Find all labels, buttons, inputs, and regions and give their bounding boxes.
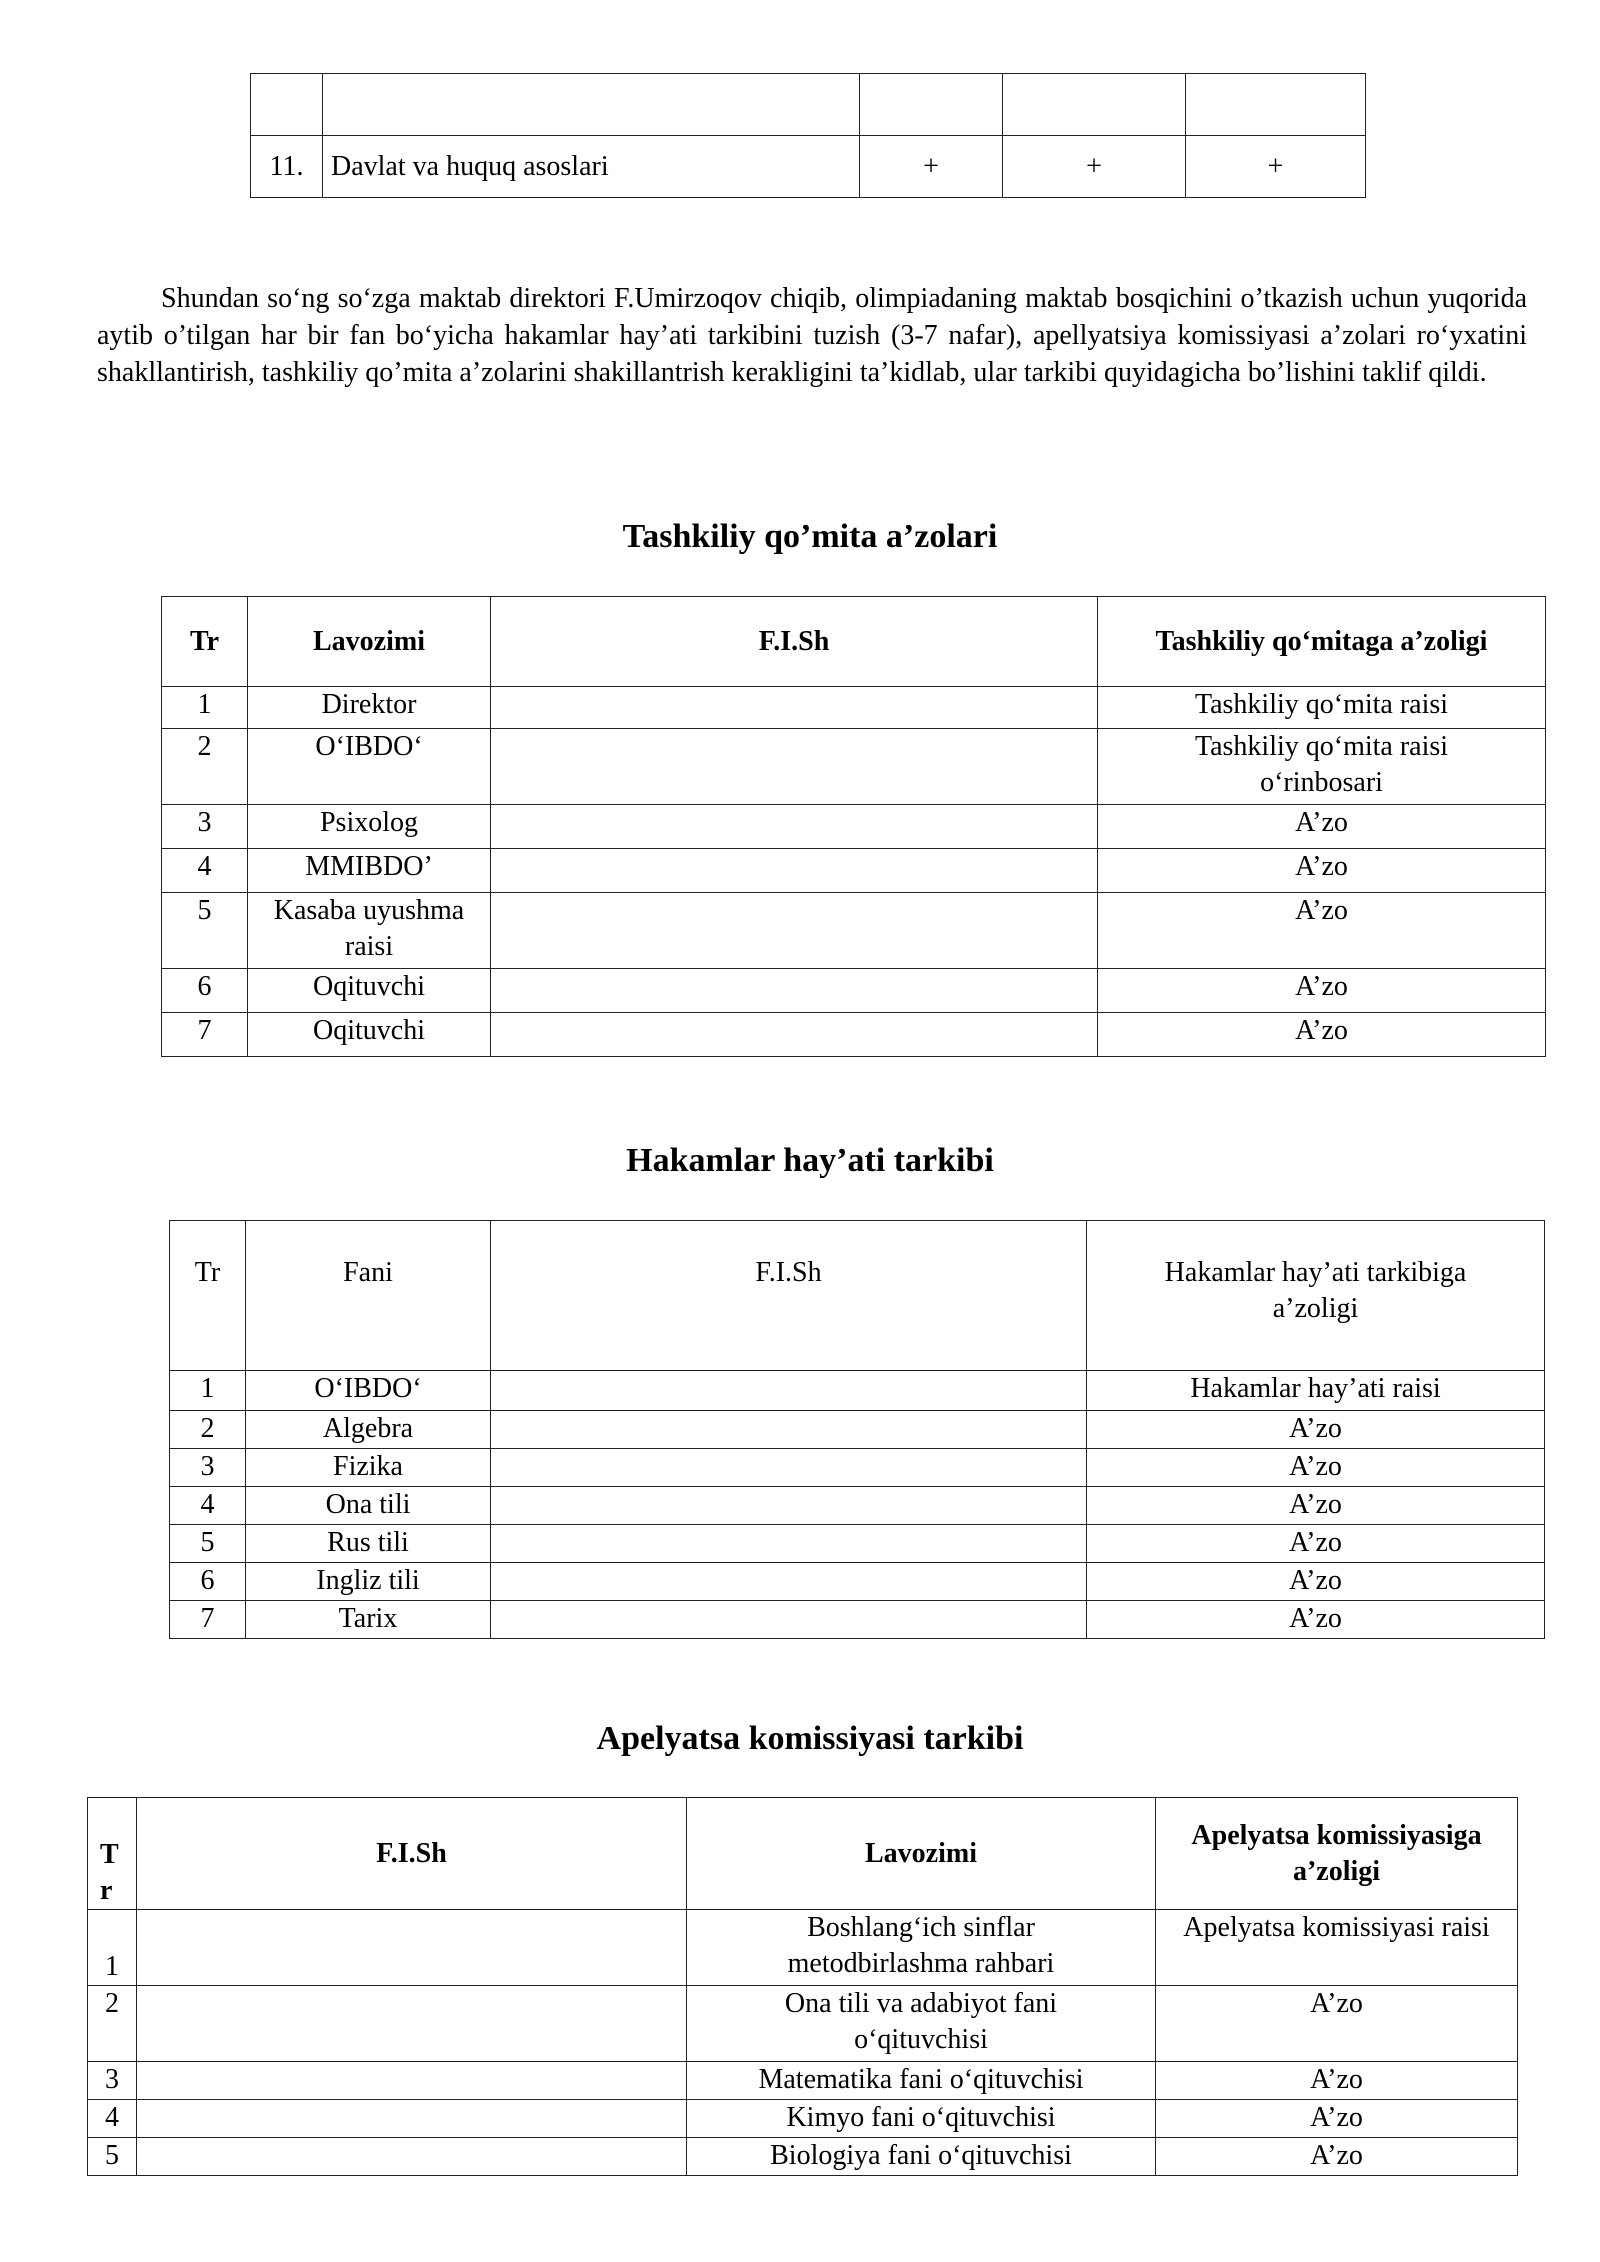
row-num: 2 xyxy=(162,729,248,805)
role-cell: A’zo xyxy=(1087,1487,1545,1525)
name-cell xyxy=(491,1449,1087,1487)
jury-heading: Hakamlar hay’ati tarkibi xyxy=(626,1142,994,1179)
row-num: 2 xyxy=(170,1411,246,1449)
name-cell xyxy=(491,805,1098,849)
subjects-table xyxy=(250,73,1366,198)
position-cell: Direktor xyxy=(248,687,491,729)
name-cell xyxy=(491,1371,1087,1411)
row-num: 1 xyxy=(170,1371,246,1411)
position-cell: Kasaba uyushma raisi xyxy=(248,893,491,969)
committee-heading: Tashkiliy qo’mita a’zolari xyxy=(622,518,998,555)
table-row xyxy=(251,74,1366,136)
table-row xyxy=(162,687,1546,729)
position-cell: Boshlang‘ich sinflar metodbirlashma rahbari xyxy=(687,1910,1156,1986)
header-role: Hakamlar hay’ati tarkibiga a’zoligi xyxy=(1087,1221,1545,1371)
row-num: 7 xyxy=(162,1013,248,1057)
table-row xyxy=(88,2062,1518,2100)
table-row xyxy=(170,1563,1545,1601)
subject-cell: Algebra xyxy=(246,1411,491,1449)
header-role: Apelyatsa komissiyasiga a’zoligi xyxy=(1156,1798,1518,1910)
name-cell xyxy=(137,1986,687,2062)
role-cell: A’zo xyxy=(1087,1411,1545,1449)
mark-cell: + xyxy=(860,136,1003,198)
table-row xyxy=(162,729,1546,805)
jury-table xyxy=(169,1220,1545,1639)
header-subject: Fani xyxy=(246,1221,491,1371)
name-cell xyxy=(137,1910,687,1986)
position-cell: Kimyo fani o‘qituvchisi xyxy=(687,2100,1156,2138)
name-cell xyxy=(491,1487,1087,1525)
row-num: 6 xyxy=(170,1563,246,1601)
mark-cell: + xyxy=(1003,136,1186,198)
header-tr: T r xyxy=(88,1798,137,1910)
table-header-row xyxy=(170,1221,1545,1371)
name-cell xyxy=(491,687,1098,729)
table-row xyxy=(170,1371,1545,1411)
role-cell: A’zo xyxy=(1087,1525,1545,1563)
header-name: F.I.Sh xyxy=(137,1798,687,1910)
role-cell: A’zo xyxy=(1098,969,1546,1013)
row-num: 3 xyxy=(162,805,248,849)
position-cell: Biologiya fani o‘qituvchisi xyxy=(687,2138,1156,2176)
appeal-heading: Apelyatsa komissiyasi tarkibi xyxy=(596,1720,1024,1757)
header-tr: Tr xyxy=(170,1221,246,1371)
position-cell: Oqituvchi xyxy=(248,969,491,1013)
table-header-row xyxy=(162,597,1546,687)
row-num: 4 xyxy=(162,849,248,893)
appeal-table xyxy=(87,1797,1518,2176)
subject-cell: Fizika xyxy=(246,1449,491,1487)
role-cell: A’zo xyxy=(1098,1013,1546,1057)
name-cell xyxy=(491,1601,1087,1639)
position-cell: Ona tili va adabiyot fani o‘qituvchisi xyxy=(687,1986,1156,2062)
subject-cell: Davlat va huquq asoslari xyxy=(323,136,860,198)
row-num: 11. xyxy=(251,136,323,198)
row-num: 1 xyxy=(162,687,248,729)
header-role: Tashkiliy qo‘mitaga a’zoligi xyxy=(1098,597,1546,687)
role-cell: Apelyatsa komissiyasi raisi xyxy=(1156,1910,1518,1986)
position-cell: Matematika fani o‘qituvchisi xyxy=(687,2062,1156,2100)
name-cell xyxy=(491,1563,1087,1601)
table-row xyxy=(170,1487,1545,1525)
row-num: 3 xyxy=(88,2062,137,2100)
header-position: Lavozimi xyxy=(248,597,491,687)
row-num: 2 xyxy=(88,1986,137,2062)
position-cell: MMIBDO’ xyxy=(248,849,491,893)
table-row xyxy=(88,1910,1518,1986)
name-cell xyxy=(491,849,1098,893)
mark-cell xyxy=(860,74,1003,136)
role-cell: A’zo xyxy=(1156,2062,1518,2100)
header-position: Lavozimi xyxy=(687,1798,1156,1910)
table-row xyxy=(162,969,1546,1013)
committee-table xyxy=(161,596,1546,1057)
table-row xyxy=(162,805,1546,849)
body-paragraph: Shundan so‘ng so‘zga maktab direktori F.Umirzoqov chiqib, olimpiadaning maktab bosqichini o’tkazish uchun yuqorida aytib o’tilgan har bir fan bo‘yicha hakamlar hay’ati tarkibini tuzish (3-7 nafar), apellyatsiya komissiyasi a’zolari ro‘yxatini shakllantirish, tashkiliy qo’mita a’zolarini shakillantrish kerakligini ta’kidlab, ular tarkibi quyidagicha bo’lishini taklif qildi. xyxy=(97,283,1527,388)
name-cell xyxy=(137,2138,687,2176)
position-cell: Psixolog xyxy=(248,805,491,849)
table-header-row xyxy=(88,1798,1518,1910)
table-row xyxy=(162,1013,1546,1057)
header-name: F.I.Sh xyxy=(491,1221,1087,1371)
subject-cell: Rus tili xyxy=(246,1525,491,1563)
mark-cell: + xyxy=(1186,136,1366,198)
name-cell xyxy=(137,2100,687,2138)
row-num: 5 xyxy=(170,1525,246,1563)
header-name: F.I.Sh xyxy=(491,597,1098,687)
table-row xyxy=(88,1986,1518,2062)
row-num: 5 xyxy=(162,893,248,969)
subject-cell: Ingliz tili xyxy=(246,1563,491,1601)
table-row xyxy=(88,2100,1518,2138)
name-cell xyxy=(491,1013,1098,1057)
name-cell xyxy=(491,893,1098,969)
subject-cell xyxy=(323,74,860,136)
table-row xyxy=(170,1601,1545,1639)
position-cell: Oqituvchi xyxy=(248,1013,491,1057)
role-cell: Tashkiliy qo‘mita raisi o‘rinbosari xyxy=(1098,729,1546,805)
mark-cell xyxy=(1003,74,1186,136)
row-num: 3 xyxy=(170,1449,246,1487)
table-row xyxy=(88,2138,1518,2176)
role-cell: A’zo xyxy=(1156,2100,1518,2138)
role-cell: A’zo xyxy=(1098,893,1546,969)
row-num: 7 xyxy=(170,1601,246,1639)
row-num: 6 xyxy=(162,969,248,1013)
role-cell: A’zo xyxy=(1087,1601,1545,1639)
row-num xyxy=(251,74,323,136)
role-cell: A’zo xyxy=(1098,805,1546,849)
subject-cell: Tarix xyxy=(246,1601,491,1639)
role-cell: A’zo xyxy=(1098,849,1546,893)
role-cell: A’zo xyxy=(1156,2138,1518,2176)
header-tr: Tr xyxy=(162,597,248,687)
role-cell: A’zo xyxy=(1156,1986,1518,2062)
table-row xyxy=(170,1449,1545,1487)
role-cell: Hakamlar hay’ati raisi xyxy=(1087,1371,1545,1411)
row-num: 4 xyxy=(88,2100,137,2138)
name-cell xyxy=(491,1525,1087,1563)
subject-cell: O‘IBDO‘ xyxy=(246,1371,491,1411)
position-cell: O‘IBDO‘ xyxy=(248,729,491,805)
table-row xyxy=(251,136,1366,198)
subject-cell: Ona tili xyxy=(246,1487,491,1525)
table-row xyxy=(162,893,1546,969)
name-cell xyxy=(491,1411,1087,1449)
role-cell: Tashkiliy qo‘mita raisi xyxy=(1098,687,1546,729)
table-row xyxy=(170,1525,1545,1563)
mark-cell xyxy=(1186,74,1366,136)
row-num: 5 xyxy=(88,2138,137,2176)
role-cell: A’zo xyxy=(1087,1563,1545,1601)
name-cell xyxy=(491,969,1098,1013)
role-cell: A’zo xyxy=(1087,1449,1545,1487)
table-row xyxy=(170,1411,1545,1449)
table-row xyxy=(162,849,1546,893)
name-cell xyxy=(491,729,1098,805)
row-num: 1 xyxy=(88,1910,137,1986)
name-cell xyxy=(137,2062,687,2100)
row-num: 4 xyxy=(170,1487,246,1525)
